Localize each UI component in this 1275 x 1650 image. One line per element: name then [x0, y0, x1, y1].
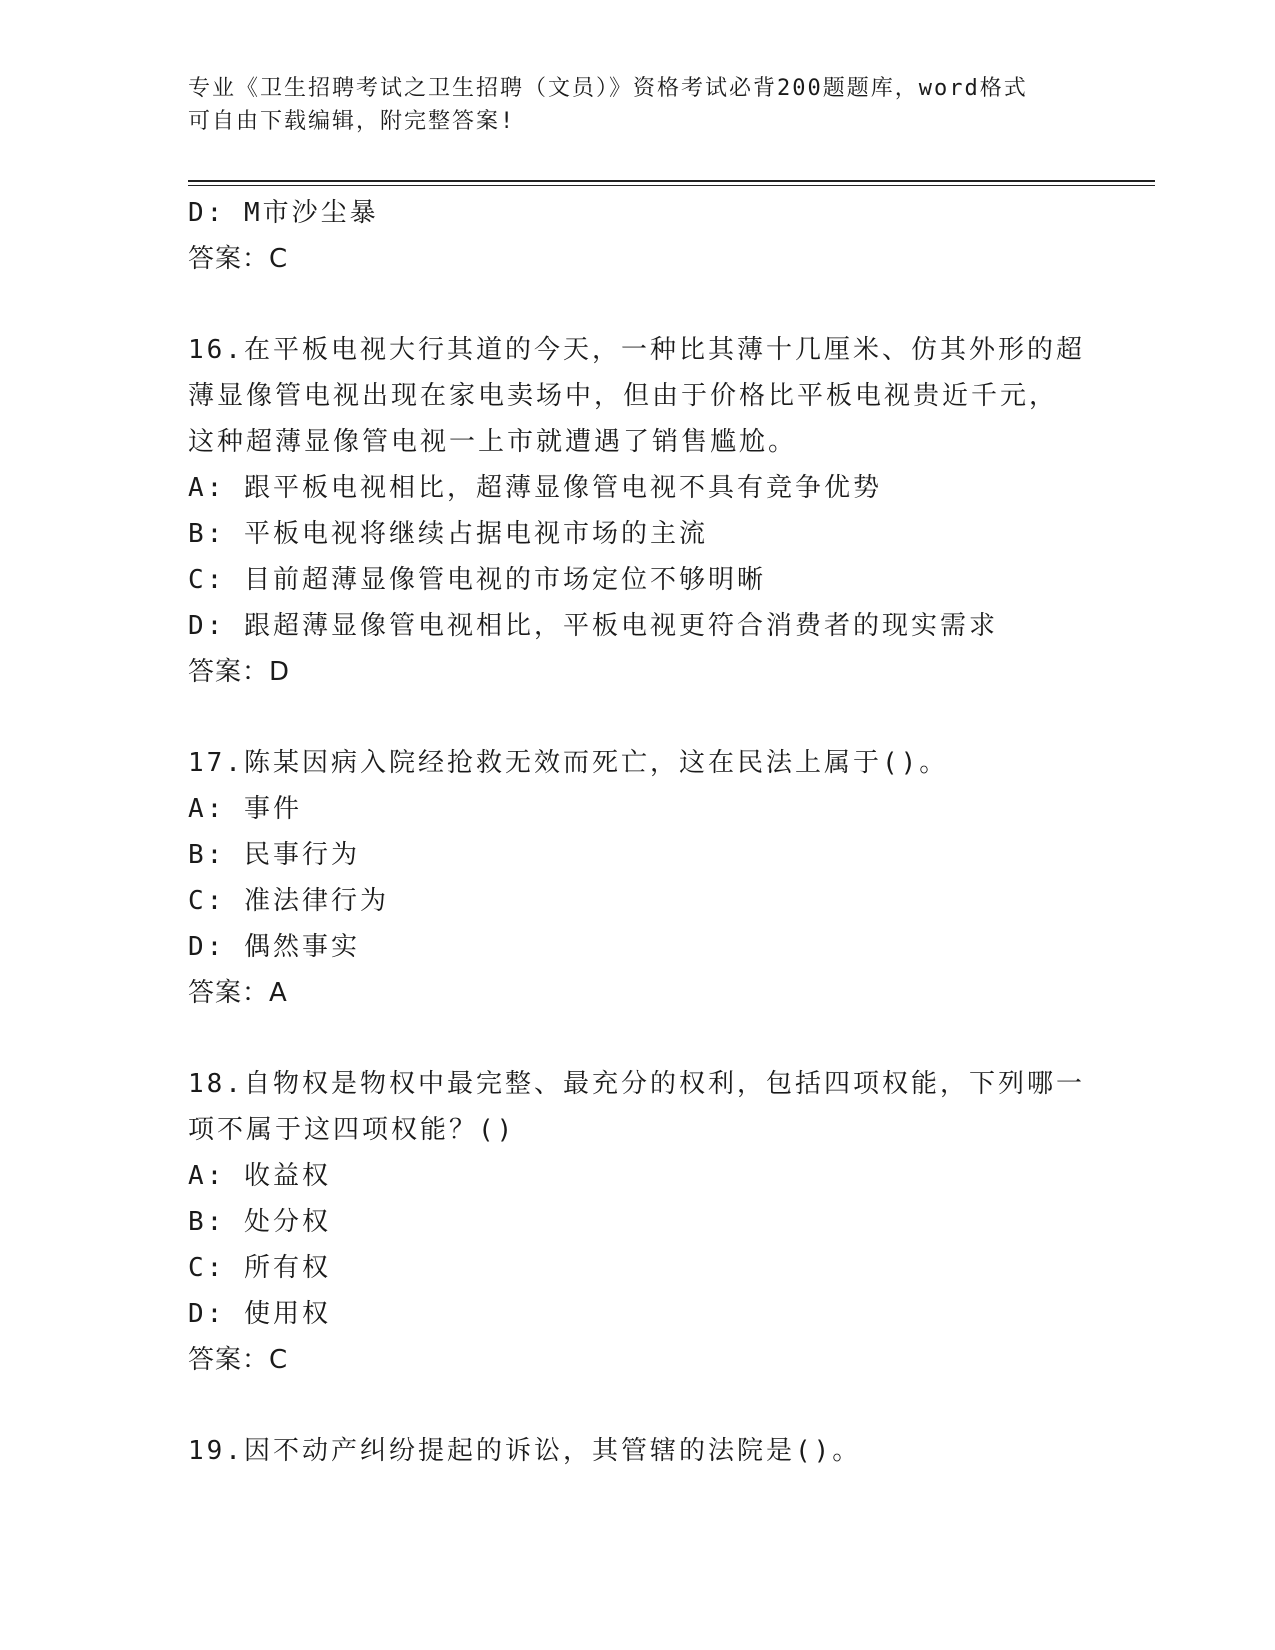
option-d: D: 跟超薄显像管电视相比，平板电视更符合消费者的现实需求: [188, 611, 998, 641]
option-c: C: 所有权: [188, 1253, 331, 1283]
option-a: A: 收益权: [188, 1161, 331, 1191]
question-16: [188, 327, 1088, 695]
header-line-2: 可自由下载编辑，附完整答案!: [188, 109, 516, 134]
question-stem: 17.陈某因病入院经抢救无效而死亡，这在民法上属于()。: [188, 748, 949, 778]
option-c: C: 目前超薄显像管电视的市场定位不够明晰: [188, 565, 766, 595]
option-d: D: M市沙尘暴: [188, 198, 379, 228]
option-b: B: 处分权: [188, 1207, 331, 1237]
answer: 答案：C: [188, 244, 289, 274]
question-stem: 薄显像管电视出现在家电卖场中，但由于价格比平板电视贵近千元，: [188, 381, 1059, 411]
question-19: [188, 1428, 1088, 1474]
option-d: D: 偶然事实: [188, 932, 360, 962]
option-a: A: 事件: [188, 794, 302, 824]
option-c: C: 准法律行为: [188, 886, 389, 916]
question-17: [188, 740, 1088, 1016]
header-line-1: 专业《卫生招聘考试之卫生招聘（文员）》资格考试必背200题题库，word格式: [188, 76, 1028, 101]
option-b: B: 民事行为: [188, 840, 360, 870]
question-stem: 18.自物权是物权中最完整、最充分的权利，包括四项权能，下列哪一: [188, 1069, 1085, 1099]
question-stem: 项不属于这四项权能？(): [188, 1115, 516, 1145]
document-body: [188, 190, 1088, 1474]
answer: 答案：A: [188, 978, 288, 1008]
question-18: [188, 1061, 1088, 1383]
question-stem: 19.因不动产纠纷提起的诉讼，其管辖的法院是()。: [188, 1436, 862, 1466]
question-stem: 16.在平板电视大行其道的今天，一种比其薄十几厘米、仿其外形的超: [188, 335, 1085, 365]
header-divider-thin: [188, 185, 1155, 186]
answer: 答案：D: [188, 657, 291, 687]
option-a: A: 跟平板电视相比，超薄显像管电视不具有竞争优势: [188, 473, 882, 503]
question-stem: 这种超薄显像管电视一上市就遭遇了销售尴尬。: [188, 427, 798, 457]
header-divider-thick: [188, 180, 1155, 182]
option-b: B: 平板电视将继续占据电视市场的主流: [188, 519, 708, 549]
option-d: D: 使用权: [188, 1299, 331, 1329]
answer: 答案：C: [188, 1345, 289, 1375]
page-header: [188, 72, 1088, 138]
